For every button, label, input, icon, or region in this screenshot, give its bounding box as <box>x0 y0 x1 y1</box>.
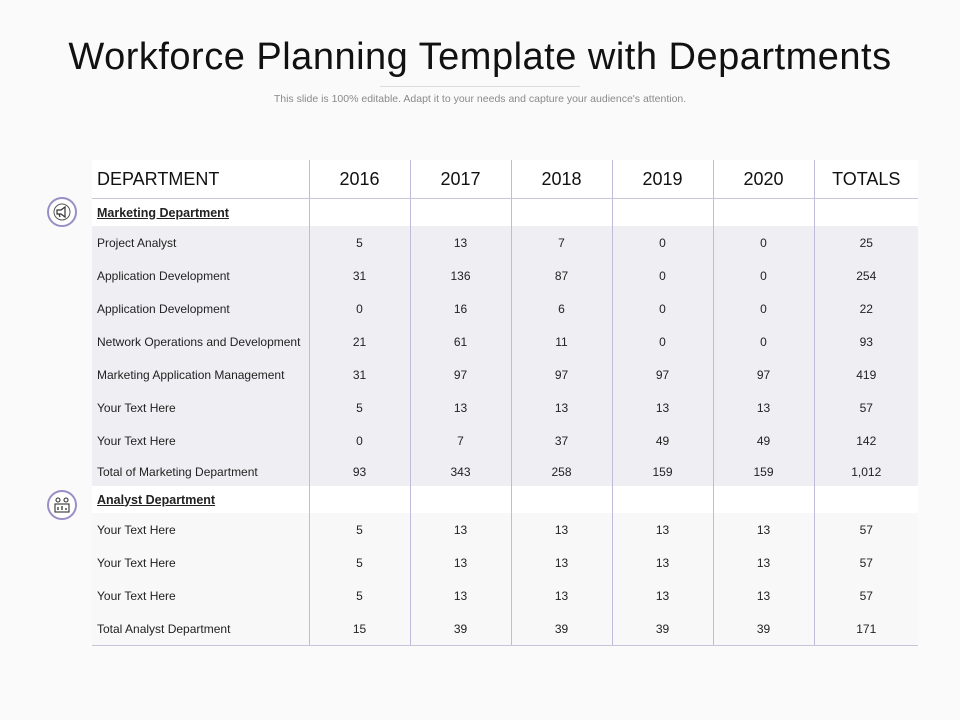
row-label: Application Development <box>92 259 309 292</box>
table-cell: 13 <box>713 513 814 546</box>
table-row <box>92 259 918 292</box>
table-cell: 21 <box>309 325 410 358</box>
page-title: Workforce Planning Template with Departments <box>68 36 892 78</box>
row-label: Marketing Application Management <box>92 358 309 391</box>
table-cell: 13 <box>612 546 713 579</box>
row-label: Your Text Here <box>92 513 309 546</box>
table-cell: 13 <box>612 391 713 424</box>
table-cell: 49 <box>713 424 814 457</box>
table-cell: 1,012 <box>814 457 918 486</box>
title-divider <box>380 86 580 87</box>
table-cell: 0 <box>612 259 713 292</box>
section-row-analyst <box>92 486 918 513</box>
table-cell: 97 <box>612 358 713 391</box>
column-header: 2016 <box>309 160 410 199</box>
page-subtitle: This slide is 100% editable. Adapt it to your needs and capture your audience's attention. <box>273 93 687 105</box>
header-row <box>92 160 918 199</box>
people-chart-icon <box>52 495 72 515</box>
table-row <box>92 424 918 457</box>
column-header: 2020 <box>713 160 814 199</box>
table-cell: 159 <box>713 457 814 486</box>
table-cell: 13 <box>713 579 814 612</box>
table-cell: 343 <box>410 457 511 486</box>
table-cell: 5 <box>309 513 410 546</box>
table-cell: 5 <box>309 391 410 424</box>
table-cell: 7 <box>410 424 511 457</box>
table-cell: 97 <box>511 358 612 391</box>
table-cell: 11 <box>511 325 612 358</box>
table-cell: 5 <box>309 226 410 259</box>
row-label: Your Text Here <box>92 391 309 424</box>
table-cell: 61 <box>410 325 511 358</box>
megaphone-icon <box>52 202 72 222</box>
table-cell: 13 <box>511 391 612 424</box>
row-label: Application Development <box>92 292 309 325</box>
table-cell: 0 <box>612 226 713 259</box>
table-cell: 57 <box>814 513 918 546</box>
table-row <box>92 513 918 546</box>
table-cell: 5 <box>309 579 410 612</box>
section-title: Marketing Department <box>92 199 309 227</box>
table-cell: 93 <box>309 457 410 486</box>
total-row-analyst <box>92 612 918 646</box>
table-cell: 39 <box>713 612 814 646</box>
workforce-table <box>92 160 918 646</box>
table-cell: 31 <box>309 259 410 292</box>
row-label: Total Analyst Department <box>92 612 309 646</box>
table-row <box>92 391 918 424</box>
table-cell: 13 <box>410 579 511 612</box>
table-cell: 0 <box>713 226 814 259</box>
table-cell: 13 <box>713 546 814 579</box>
table-cell: 171 <box>814 612 918 646</box>
table-row <box>92 325 918 358</box>
table-cell: 258 <box>511 457 612 486</box>
table-cell: 22 <box>814 292 918 325</box>
table-cell: 57 <box>814 546 918 579</box>
table-cell: 16 <box>410 292 511 325</box>
column-header: 2017 <box>410 160 511 199</box>
column-header: 2019 <box>612 160 713 199</box>
table-cell: 87 <box>511 259 612 292</box>
table-cell: 37 <box>511 424 612 457</box>
table-cell: 25 <box>814 226 918 259</box>
table-row <box>92 579 918 612</box>
row-label: Network Operations and Development <box>92 325 309 358</box>
table-row <box>92 546 918 579</box>
table-cell: 49 <box>612 424 713 457</box>
table-row <box>92 226 918 259</box>
column-header: 2018 <box>511 160 612 199</box>
table-cell: 39 <box>612 612 713 646</box>
table-cell: 6 <box>511 292 612 325</box>
table-cell: 0 <box>713 259 814 292</box>
table-cell: 5 <box>309 546 410 579</box>
table-row <box>92 292 918 325</box>
table-cell: 142 <box>814 424 918 457</box>
table-cell: 57 <box>814 579 918 612</box>
table-cell: 7 <box>511 226 612 259</box>
table-cell: 13 <box>410 391 511 424</box>
section-title: Analyst Department <box>92 486 309 513</box>
table-cell: 97 <box>410 358 511 391</box>
table-cell: 13 <box>713 391 814 424</box>
table-cell: 0 <box>713 325 814 358</box>
table-cell: 419 <box>814 358 918 391</box>
table-cell: 254 <box>814 259 918 292</box>
column-header: TOTALS <box>814 160 918 199</box>
row-label: Your Text Here <box>92 579 309 612</box>
table-cell: 0 <box>309 292 410 325</box>
row-label: Your Text Here <box>92 546 309 579</box>
table-cell: 31 <box>309 358 410 391</box>
table-cell: 97 <box>713 358 814 391</box>
row-label: Total of Marketing Department <box>92 457 309 486</box>
marketing-team-icon <box>47 197 77 227</box>
total-row-marketing <box>92 457 918 486</box>
table-cell: 13 <box>410 226 511 259</box>
table-cell: 13 <box>410 546 511 579</box>
table-cell: 57 <box>814 391 918 424</box>
table-cell: 159 <box>612 457 713 486</box>
column-header: DEPARTMENT <box>92 160 309 199</box>
row-label: Your Text Here <box>92 424 309 457</box>
row-label: Project Analyst <box>92 226 309 259</box>
table-cell: 136 <box>410 259 511 292</box>
table-cell: 0 <box>713 292 814 325</box>
table-row <box>92 358 918 391</box>
section-row-marketing <box>92 199 918 227</box>
table-cell: 39 <box>511 612 612 646</box>
table-cell: 0 <box>612 292 713 325</box>
table-cell: 13 <box>612 579 713 612</box>
table-cell: 0 <box>612 325 713 358</box>
table-cell: 13 <box>511 579 612 612</box>
table-cell: 13 <box>511 546 612 579</box>
table-cell: 93 <box>814 325 918 358</box>
analyst-team-icon <box>47 490 77 520</box>
table-cell: 39 <box>410 612 511 646</box>
table-cell: 13 <box>410 513 511 546</box>
table-cell: 13 <box>511 513 612 546</box>
table-cell: 15 <box>309 612 410 646</box>
table-cell: 13 <box>612 513 713 546</box>
table-cell: 0 <box>309 424 410 457</box>
